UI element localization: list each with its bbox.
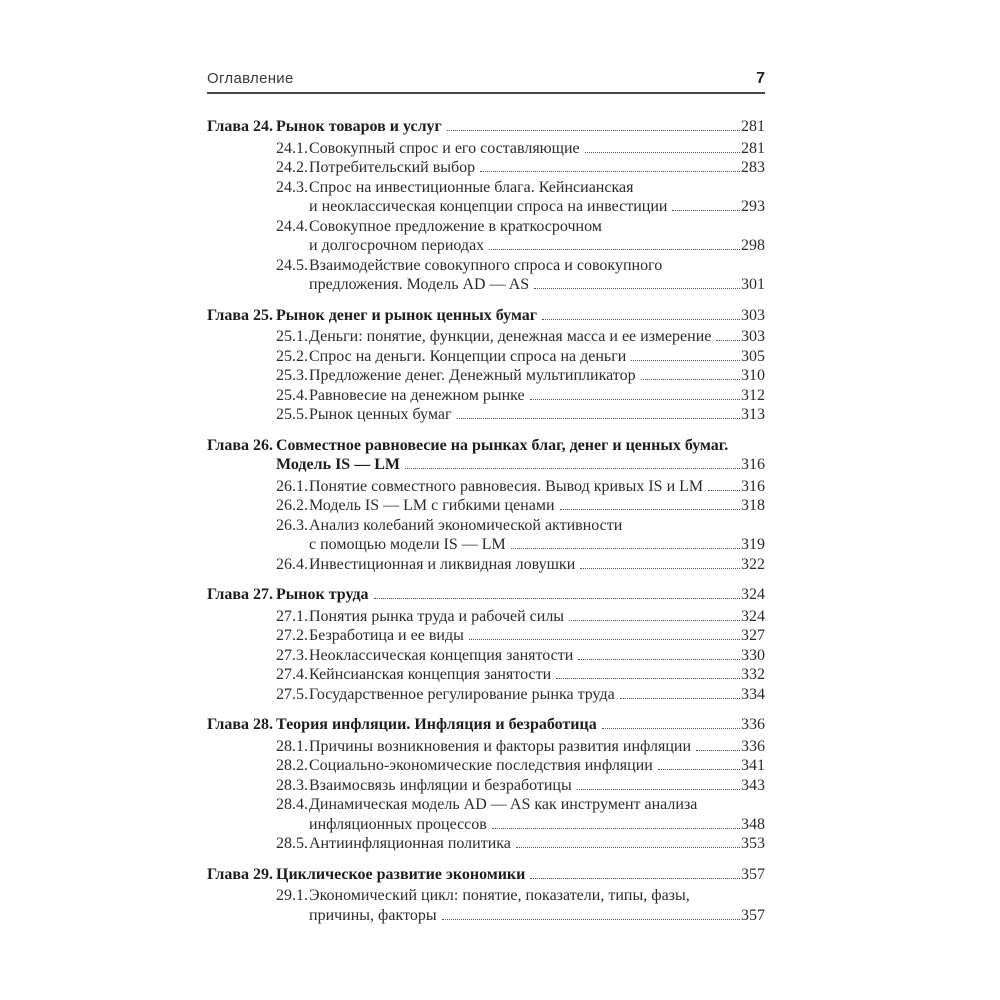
section-number: 25.1. bbox=[276, 328, 308, 345]
chapter-heading-line bbox=[207, 585, 765, 605]
section-page-number: 303 bbox=[741, 328, 765, 345]
toc-section-line bbox=[207, 756, 765, 776]
toc-section-line bbox=[207, 535, 765, 555]
toc-section-line bbox=[207, 158, 765, 178]
section-number: 24.3. bbox=[276, 178, 308, 196]
toc-section-line bbox=[207, 834, 765, 854]
toc-section bbox=[207, 646, 765, 666]
table-of-contents bbox=[207, 94, 765, 925]
toc-section bbox=[207, 516, 765, 555]
section-text: Неоклассическая концепция занятости bbox=[309, 646, 574, 664]
section-number: 28.3. bbox=[276, 776, 308, 794]
toc-section-line bbox=[207, 405, 765, 425]
dot-leader bbox=[569, 617, 740, 621]
toc-section-line bbox=[207, 327, 765, 347]
dot-leader bbox=[631, 357, 740, 361]
section-number: 26.3. bbox=[276, 516, 308, 534]
toc-section bbox=[207, 886, 765, 925]
dot-leader bbox=[534, 285, 740, 289]
section-number: 25.3. bbox=[276, 367, 308, 384]
section-number: 24.4. bbox=[276, 217, 308, 235]
section-text: Деньги: понятие, функции, денежная масса и ее измерение bbox=[309, 328, 712, 345]
toc-section bbox=[207, 626, 765, 646]
dot-leader bbox=[516, 844, 740, 848]
dot-leader bbox=[696, 747, 740, 751]
toc-section-line bbox=[207, 139, 765, 159]
dot-leader bbox=[374, 595, 740, 599]
toc-section-line bbox=[207, 386, 765, 406]
toc-section bbox=[207, 217, 765, 256]
section-text: Взаимосвязь инфляции и безработицы bbox=[309, 776, 572, 794]
section-text: предложения. Модель AD — AS bbox=[309, 276, 530, 293]
section-page-number: 312 bbox=[741, 386, 765, 404]
dot-leader bbox=[658, 766, 740, 770]
chapter-label: Глава 24. bbox=[207, 118, 273, 135]
toc-section bbox=[207, 555, 765, 575]
toc-section bbox=[207, 496, 765, 516]
toc-section bbox=[207, 834, 765, 854]
section-number: 28.5. bbox=[276, 835, 308, 852]
dot-leader bbox=[442, 916, 740, 920]
section-number: 27.1. bbox=[276, 607, 308, 625]
chapter-heading bbox=[207, 715, 765, 735]
section-page-number: 283 bbox=[741, 159, 765, 176]
section-page-number: 336 bbox=[741, 737, 765, 755]
page-header bbox=[207, 70, 765, 94]
section-page-number: 348 bbox=[741, 815, 765, 833]
chapter-heading-line bbox=[207, 306, 765, 326]
section-number: 25.5. bbox=[276, 406, 308, 423]
toc-section-line bbox=[207, 275, 765, 295]
section-text: с помощью модели IS — LM bbox=[309, 536, 506, 553]
toc-section bbox=[207, 178, 765, 217]
chapter-label: Глава 27. bbox=[207, 586, 273, 603]
section-page-number: 324 bbox=[741, 607, 765, 625]
toc-chapter bbox=[207, 436, 765, 575]
section-number: 26.2. bbox=[276, 497, 308, 514]
dot-leader bbox=[405, 465, 740, 469]
section-number: 29.1. bbox=[276, 887, 308, 904]
toc-section-line bbox=[207, 626, 765, 646]
chapter-label: Глава 28. bbox=[207, 716, 273, 733]
section-number: 27.5. bbox=[276, 685, 308, 703]
toc-section-line bbox=[207, 217, 765, 237]
dot-leader bbox=[672, 207, 740, 211]
toc-section-line bbox=[207, 197, 765, 217]
dot-leader bbox=[560, 506, 740, 510]
dot-leader bbox=[620, 695, 740, 699]
chapter-heading bbox=[207, 865, 765, 885]
section-text: Безработица и ее виды bbox=[309, 627, 464, 644]
dot-leader bbox=[457, 415, 740, 419]
chapter-heading bbox=[207, 436, 765, 475]
section-text: Спрос на инвестиционные блага. Кейнсианская bbox=[309, 178, 634, 196]
toc-chapter bbox=[207, 585, 765, 704]
chapter-page-number: 281 bbox=[741, 118, 765, 135]
dot-leader bbox=[708, 487, 740, 491]
section-text: Предложение денег. Денежный мультипликатор bbox=[309, 367, 636, 384]
chapter-heading-line bbox=[207, 436, 765, 456]
chapter-page-number: 336 bbox=[741, 716, 765, 733]
toc-section bbox=[207, 776, 765, 796]
section-text: Экономический цикл: понятие, показатели, типы, фазы, bbox=[309, 887, 690, 904]
toc-section bbox=[207, 256, 765, 295]
chapter-heading-line bbox=[207, 455, 765, 475]
toc-section-line bbox=[207, 685, 765, 705]
section-page-number: 310 bbox=[741, 367, 765, 384]
section-page-number: 357 bbox=[741, 906, 765, 924]
toc-section-line bbox=[207, 516, 765, 536]
section-number: 24.5. bbox=[276, 256, 308, 274]
dot-leader bbox=[530, 875, 740, 879]
chapter-label: Глава 29. bbox=[207, 865, 273, 883]
section-number: 25.2. bbox=[276, 347, 308, 365]
section-number: 27.2. bbox=[276, 627, 308, 644]
toc-section-line bbox=[207, 795, 765, 815]
section-page-number: 334 bbox=[741, 685, 765, 703]
toc-section bbox=[207, 366, 765, 386]
chapter-label: Глава 25. bbox=[207, 306, 273, 324]
section-number: 28.1. bbox=[276, 737, 308, 755]
toc-section-line bbox=[207, 347, 765, 367]
section-text: Рынок ценных бумаг bbox=[309, 406, 452, 423]
chapter-heading-line bbox=[207, 117, 765, 137]
chapter-title-line: Рынок товаров и услуг bbox=[276, 118, 442, 135]
section-page-number: 313 bbox=[741, 406, 765, 423]
section-number: 28.4. bbox=[276, 796, 308, 813]
section-number: 27.4. bbox=[276, 666, 308, 683]
section-page-number: 305 bbox=[741, 347, 765, 365]
toc-section-line bbox=[207, 256, 765, 276]
toc-section bbox=[207, 327, 765, 347]
toc-section bbox=[207, 665, 765, 685]
section-text: инфляционных процессов bbox=[309, 815, 487, 833]
toc-section bbox=[207, 685, 765, 705]
section-text: Инвестиционная и ликвидная ловушки bbox=[309, 555, 576, 573]
section-text: причины, факторы bbox=[309, 906, 437, 924]
toc-section-line bbox=[207, 477, 765, 497]
chapter-title-line: Рынок труда bbox=[276, 586, 369, 603]
chapter-title-line: Модель IS — LM bbox=[276, 456, 400, 473]
section-page-number: 327 bbox=[741, 627, 765, 644]
chapter-title-line: Циклическое развитие экономики bbox=[276, 865, 526, 883]
toc-section-line bbox=[207, 737, 765, 757]
chapter-heading bbox=[207, 585, 765, 605]
chapter-page-number: 324 bbox=[741, 586, 765, 603]
dot-leader bbox=[511, 545, 740, 549]
dot-leader bbox=[556, 675, 740, 679]
toc-section-line bbox=[207, 886, 765, 906]
dot-leader bbox=[585, 149, 740, 153]
dot-leader bbox=[542, 316, 740, 320]
chapter-title-line: Совместное равновесие на рынках благ, денег и ценных бумаг. bbox=[276, 436, 729, 454]
chapter-page-number: 303 bbox=[741, 306, 765, 324]
toc-section bbox=[207, 139, 765, 159]
section-page-number: 341 bbox=[741, 757, 765, 774]
toc-section-line bbox=[207, 815, 765, 835]
toc-section-line bbox=[207, 906, 765, 926]
dot-leader bbox=[530, 396, 740, 400]
section-text: Совокупный спрос и его составляющие bbox=[309, 139, 580, 157]
toc-section-line bbox=[207, 555, 765, 575]
section-text: Причины возникновения и факторы развития инфляции bbox=[309, 737, 692, 755]
toc-chapter bbox=[207, 865, 765, 926]
toc-chapter bbox=[207, 117, 765, 295]
section-text: Динамическая модель AD — AS как инструмент анализа bbox=[309, 796, 698, 813]
chapter-page-number: 316 bbox=[741, 456, 765, 473]
toc-section-line bbox=[207, 236, 765, 256]
dot-leader bbox=[447, 127, 740, 131]
toc-section bbox=[207, 756, 765, 776]
chapter-page-number: 357 bbox=[741, 865, 765, 883]
section-text: Модель IS — LM с гибкими ценами bbox=[309, 497, 555, 514]
toc-chapter bbox=[207, 715, 765, 854]
book-page bbox=[207, 70, 765, 925]
section-text: Спрос на деньги. Концепции спроса на деньги bbox=[309, 347, 627, 365]
chapter-heading bbox=[207, 117, 765, 137]
section-text: Равновесие на денежном рынке bbox=[309, 386, 525, 404]
header-page-number: 7 bbox=[756, 70, 765, 87]
section-page-number: 298 bbox=[741, 237, 765, 254]
section-text: Потребительский выбор bbox=[309, 159, 476, 176]
chapter-heading-line bbox=[207, 865, 765, 885]
toc-section-line bbox=[207, 665, 765, 685]
section-page-number: 316 bbox=[741, 477, 765, 495]
section-page-number: 301 bbox=[741, 276, 765, 293]
toc-section bbox=[207, 158, 765, 178]
section-page-number: 281 bbox=[741, 139, 765, 157]
toc-chapter bbox=[207, 306, 765, 425]
section-text: и неоклассическая концепции спроса на инвестиции bbox=[309, 198, 668, 215]
section-number: 25.4. bbox=[276, 386, 308, 404]
chapter-title-line: Рынок денег и рынок ценных бумаг bbox=[276, 306, 538, 324]
toc-section bbox=[207, 477, 765, 497]
toc-section-line bbox=[207, 496, 765, 516]
chapter-heading-line bbox=[207, 715, 765, 735]
section-number: 26.4. bbox=[276, 555, 308, 573]
toc-section-line bbox=[207, 646, 765, 666]
section-text: Антиинфляционная политика bbox=[309, 835, 511, 852]
dot-leader bbox=[716, 337, 740, 341]
section-page-number: 332 bbox=[741, 666, 765, 683]
toc-section bbox=[207, 607, 765, 627]
section-text: Понятия рынка труда и рабочей силы bbox=[309, 607, 565, 625]
header-title: Оглавление bbox=[207, 70, 294, 87]
section-number: 26.1. bbox=[276, 477, 308, 495]
dot-leader bbox=[577, 786, 740, 790]
dot-leader bbox=[602, 725, 740, 729]
section-text: Взаимодействие совокупного спроса и совокупного bbox=[309, 256, 663, 274]
dot-leader bbox=[469, 636, 740, 640]
section-page-number: 319 bbox=[741, 536, 765, 553]
section-number: 24.1. bbox=[276, 139, 308, 157]
section-number: 27.3. bbox=[276, 646, 308, 664]
section-number: 28.2. bbox=[276, 757, 308, 774]
section-page-number: 353 bbox=[741, 835, 765, 852]
section-text: Понятие совместного равновесия. Вывод кривых IS и LM bbox=[309, 477, 704, 495]
toc-section bbox=[207, 795, 765, 834]
toc-section-line bbox=[207, 776, 765, 796]
toc-section bbox=[207, 405, 765, 425]
dot-leader bbox=[489, 246, 740, 250]
chapter-label: Глава 26. bbox=[207, 436, 273, 454]
section-text: Анализ колебаний экономической активности bbox=[309, 516, 623, 534]
toc-section-line bbox=[207, 366, 765, 386]
toc-section-line bbox=[207, 178, 765, 198]
dot-leader bbox=[580, 565, 740, 569]
dot-leader bbox=[480, 168, 740, 172]
toc-section bbox=[207, 737, 765, 757]
section-number: 24.2. bbox=[276, 159, 308, 176]
section-text: Кейнсианская концепция занятости bbox=[309, 666, 552, 683]
section-text: Социально-экономические последствия инфляции bbox=[309, 757, 653, 774]
dot-leader bbox=[641, 376, 740, 380]
dot-leader bbox=[492, 825, 740, 829]
chapter-title-line: Теория инфляции. Инфляция и безработица bbox=[276, 716, 597, 733]
dot-leader bbox=[578, 656, 740, 660]
section-text: Совокупное предложение в краткосрочном bbox=[309, 217, 602, 235]
section-text: и долгосрочном периодах bbox=[309, 237, 485, 254]
section-page-number: 318 bbox=[741, 497, 765, 514]
toc-section bbox=[207, 347, 765, 367]
section-text: Государственное регулирование рынка труда bbox=[309, 685, 615, 703]
chapter-heading bbox=[207, 306, 765, 326]
toc-section bbox=[207, 386, 765, 406]
section-page-number: 293 bbox=[741, 198, 765, 215]
section-page-number: 343 bbox=[741, 776, 765, 794]
section-page-number: 330 bbox=[741, 646, 765, 664]
toc-section-line bbox=[207, 607, 765, 627]
section-page-number: 322 bbox=[741, 555, 765, 573]
